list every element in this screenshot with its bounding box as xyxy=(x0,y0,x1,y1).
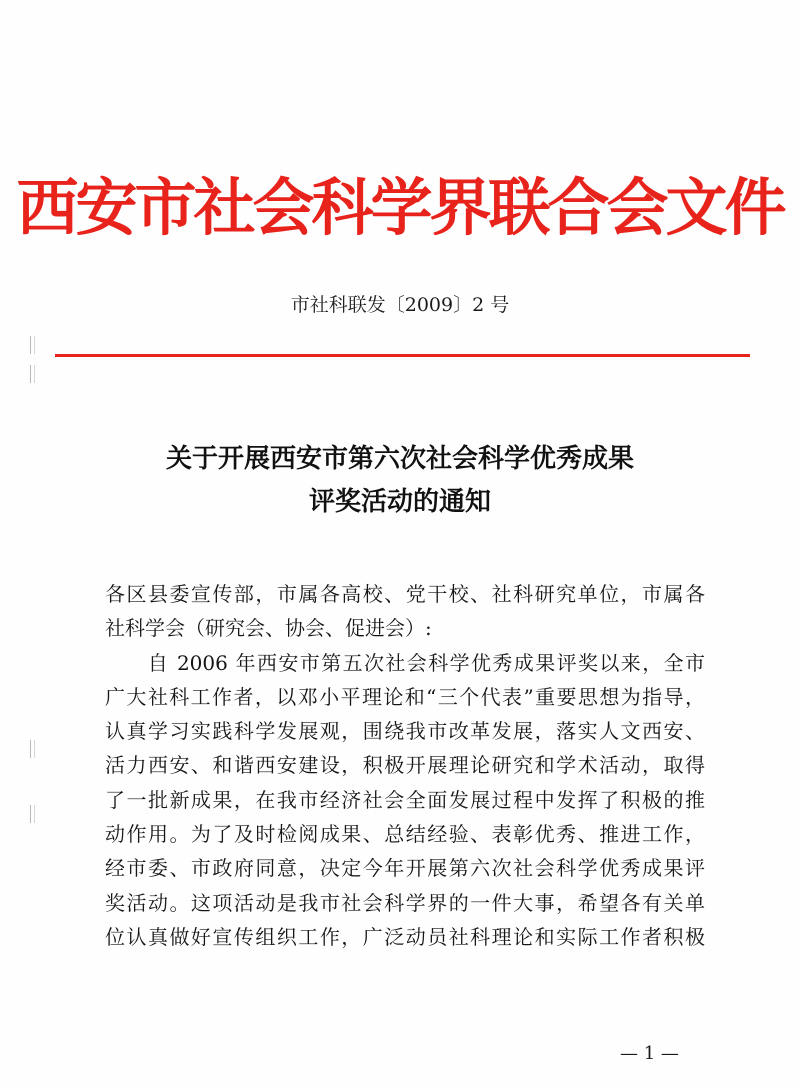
body-line: 奖活动。这项活动是我市社会科学界的一件大事，希望各有关单 xyxy=(105,890,705,915)
body-line: 社科学会（研究会、协会、促进会）: xyxy=(105,616,432,641)
document-number: 市社科联发〔2009〕2 号 xyxy=(290,294,510,316)
notice-title-line-1: 关于开展西安市第六次社会科学优秀成果 xyxy=(165,444,634,474)
body-line: 位认真做好宣传组织工作，广泛动员社科理论和实际工作者积极 xyxy=(105,924,705,949)
body-line: 自 2006 年西安市第五次社会科学优秀成果评奖以来，全市 xyxy=(105,650,705,675)
body-line: 经市委、市政府同意，决定今年开展第六次社会科学优秀成果评 xyxy=(105,856,705,881)
notice-title-line-2: 评奖活动的通知 xyxy=(308,487,491,517)
body-line: 了一批新成果，在我市经济社会全面发展过程中发挥了积极的推 xyxy=(105,787,705,812)
binding-hole-mark xyxy=(30,805,35,823)
body-line: 各区县委宣传部，市属各高校、党干校、社科研究单位，市属各 xyxy=(105,582,705,606)
binding-hole-mark xyxy=(30,365,35,383)
binding-hole-mark xyxy=(30,336,35,354)
notice-body xyxy=(105,577,705,954)
document-masthead: 西安市社会科学界联合会文件 xyxy=(16,171,784,244)
body-line: 认真学习实践科学发展观，围绕我市改革发展，落实人文西安、 xyxy=(105,719,705,744)
masthead-divider xyxy=(55,354,750,357)
body-line: 活力西安、和谐西安建设，积极开展理论研究和学术活动，取得 xyxy=(105,753,705,778)
binding-hole-mark xyxy=(30,740,35,758)
body-line: 动作用。为了及时检阅成果、总结经验、表彰优秀、推进工作， xyxy=(105,822,705,847)
page-number: — 1 — xyxy=(620,1043,679,1064)
body-line: 广大社科工作者，以邓小平理论和“三个代表”重要思想为指导， xyxy=(105,684,705,709)
